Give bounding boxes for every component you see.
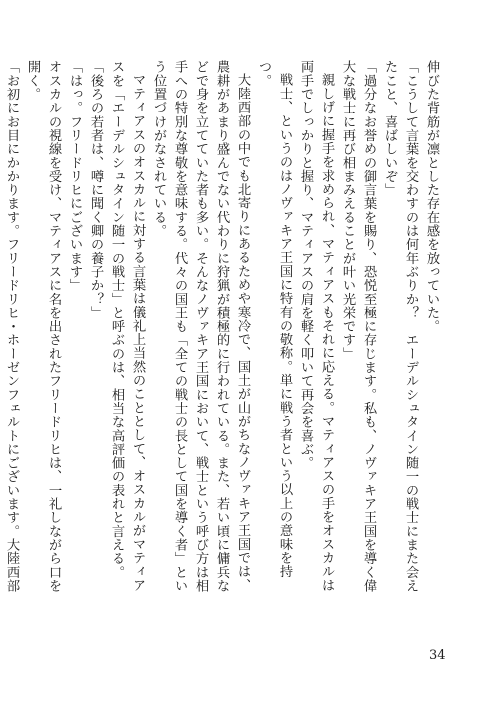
vertical-text-block [4, 60, 442, 600]
paragraph: 伸びた背筋が凛とした存在感を放っていた。 [424, 60, 439, 333]
paragraph: 戦士、というのはノヴァキア王国に特有の敬称。単に戦う者という以上の意味を持つ。 [256, 60, 292, 579]
paragraph: 「後ろの若者は、噂に聞く卿の養子か？」 [88, 60, 103, 320]
page-number: 34 [429, 648, 446, 663]
paragraph: 親しげに握手を求められ、マティアスもそれに応える。マティアスの手をオスカルは両手でしっかりと握り、マティアスの肩を軽く叩いて再会を喜ぶ。 [298, 60, 334, 592]
paragraph: 「過分なお誉めの御言葉を賜り、恐悦至極に存じます。私も、ノヴァキア王国を導く偉大な戦士に再び相まみえることが叶い光栄です」 [340, 60, 376, 593]
paragraph: 「こうして言葉を交わすのは何年ぶりか？ エーデルシュタイン随一の戦士にまた会えたこと、喜ばしいぞ」 [382, 60, 418, 593]
paragraph: 「はっ。フリードリヒにございます」 [67, 60, 82, 293]
paragraph: 大陸西部の中でも北寄りにあるためや寒冷で、国土が山がちなノヴァキア王国では、農耕があまり盛んでない代わりに狩猟が積極的に行われている。また、若い頃に傭兵などで身を立てていた者も多い。そんなノヴァキア王国において、戦士という呼び方は相手への特別な尊敬を意味する。代々の国王も「全ての戦士の長として国を導く者」という位置づけがなされている。 [151, 60, 250, 593]
paragraph: オスカルの視線を受け、マティアスに名を出されたフリードリヒは、一礼しながら口を開く。 [25, 60, 61, 593]
paragraph: 「お初にお目にかかります。フリードリヒ・ホーゼンフェルトにございます。大陸西部 [4, 60, 19, 593]
paragraph: マティアスのオスカルに対する言葉は儀礼上当然のこととして、オスカルがマティアスを「エーデルシュタイン随一の戦士」と呼ぶのは、相当な高評価の表れと言える。 [109, 60, 145, 592]
